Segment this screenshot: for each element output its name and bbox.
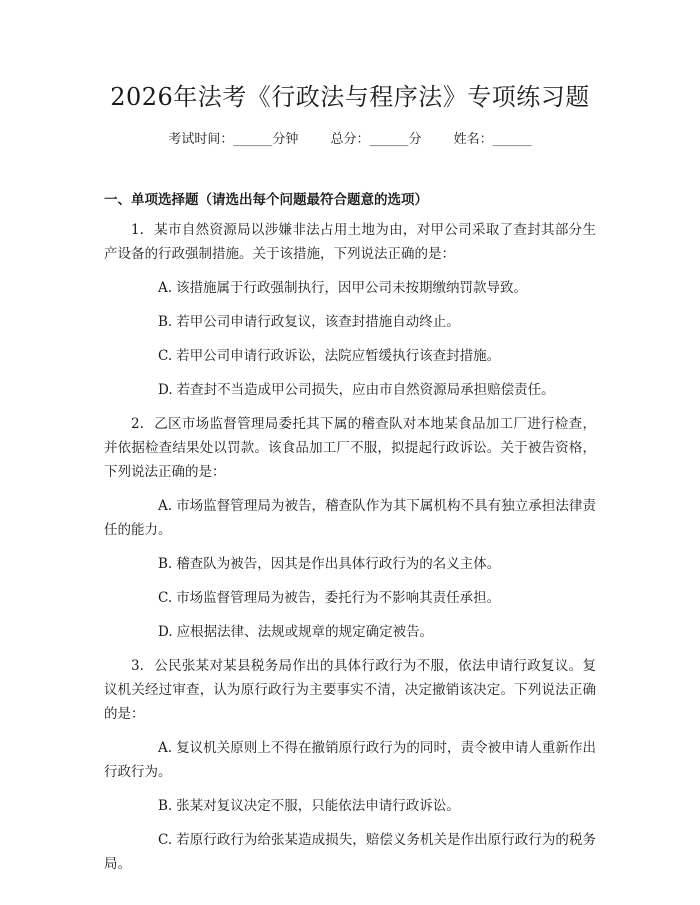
option-text: 若甲公司申请行政复议，该查封措施自动终止。 xyxy=(176,314,460,330)
question-2 xyxy=(104,412,596,484)
option-letter: C. xyxy=(158,590,173,606)
question-number: 1. xyxy=(131,222,144,238)
option-letter: C. xyxy=(158,832,173,848)
option-letter: A. xyxy=(158,740,173,756)
page-title: 2026年法考《行政法与程序法》专项练习题 xyxy=(110,83,590,111)
option-1a xyxy=(104,276,596,300)
time-label: 考试时间： xyxy=(168,132,234,147)
question-number: 2. xyxy=(131,416,144,432)
option-2a xyxy=(104,494,596,542)
question-3 xyxy=(104,654,596,726)
option-text: 复议机关原则上不得在撤销原行政行为的同时，责令被申请人重新作出行政行为。 xyxy=(104,740,596,780)
option-letter: A. xyxy=(158,280,173,296)
question-1 xyxy=(104,218,596,266)
name-blank: ______ xyxy=(492,132,532,147)
option-text: 若查封不当造成甲公司损失，应由市自然资源局承担赔偿责任。 xyxy=(176,382,555,398)
option-letter: D. xyxy=(158,624,173,640)
option-text: 稽查队为被告，因其是作出具体行政行为的名义主体。 xyxy=(176,556,501,572)
option-text: 市场监督管理局为被告，委托行为不影响其责任承担。 xyxy=(176,590,501,606)
exam-time xyxy=(168,132,298,147)
score-unit: 分 xyxy=(408,132,422,147)
option-letter: B. xyxy=(158,314,173,330)
score-blank: ______ xyxy=(369,132,409,147)
option-text: 市场监督管理局为被告，稽查队作为其下属机构不具有独立承担法律责任的能力。 xyxy=(104,498,596,538)
option-1d xyxy=(104,378,596,402)
option-text: 应根据法律、法规或规章的规定确定被告。 xyxy=(176,624,434,640)
option-2b xyxy=(104,552,596,576)
name-label: 姓名： xyxy=(453,132,493,147)
option-3b xyxy=(104,794,596,818)
option-text: 若甲公司申请行政诉讼，法院应暂缓执行该查封措施。 xyxy=(176,348,501,364)
option-letter: D. xyxy=(158,382,173,398)
time-blank: ______ xyxy=(233,132,273,147)
option-text: 该措施属于行政强制执行，因甲公司未按期缴纳罚款导致。 xyxy=(176,280,528,296)
option-letter: C. xyxy=(158,348,173,364)
section-heading: 一、单项选择题（请选出每个问题最符合题意的选项） xyxy=(104,192,428,208)
question-stem: 公民张某对某县税务局作出的具体行政行为不服，依法申请行政复议。复议机关经过审查，认为原行政行为主要事实不清，决定撤销该决定。下列说法正确的是： xyxy=(104,658,596,722)
option-2d xyxy=(104,620,596,644)
question-list xyxy=(104,218,596,886)
option-3a xyxy=(104,736,596,784)
question-number: 3. xyxy=(131,658,144,674)
option-text: 若原行政行为给张某造成损失，赔偿义务机关是作出原行政行为的税务局。 xyxy=(104,832,596,872)
option-letter: B. xyxy=(158,798,173,814)
question-stem: 某市自然资源局以涉嫌非法占用土地为由，对甲公司采取了查封其部分生产设备的行政强制措施。关于该措施，下列说法正确的是： xyxy=(104,222,596,262)
score-label: 总分： xyxy=(330,132,370,147)
option-letter: B. xyxy=(158,556,173,572)
exam-meta xyxy=(0,130,700,150)
time-unit: 分钟 xyxy=(272,132,299,147)
option-1c xyxy=(104,344,596,368)
total-score xyxy=(330,132,421,147)
option-1b xyxy=(104,310,596,334)
student-name xyxy=(454,132,532,147)
option-2c xyxy=(104,586,596,610)
option-letter: A. xyxy=(158,498,173,514)
option-text: 张某对复议决定不服，只能依法申请行政诉讼。 xyxy=(176,798,460,814)
question-stem: 乙区市场监督管理局委托其下属的稽查队对本地某食品加工厂进行检查，并依据检查结果处以罚款。该食品加工厂不服，拟提起行政诉讼。关于被告资格，下列说法正确的是： xyxy=(104,416,596,480)
option-3c xyxy=(104,828,596,876)
